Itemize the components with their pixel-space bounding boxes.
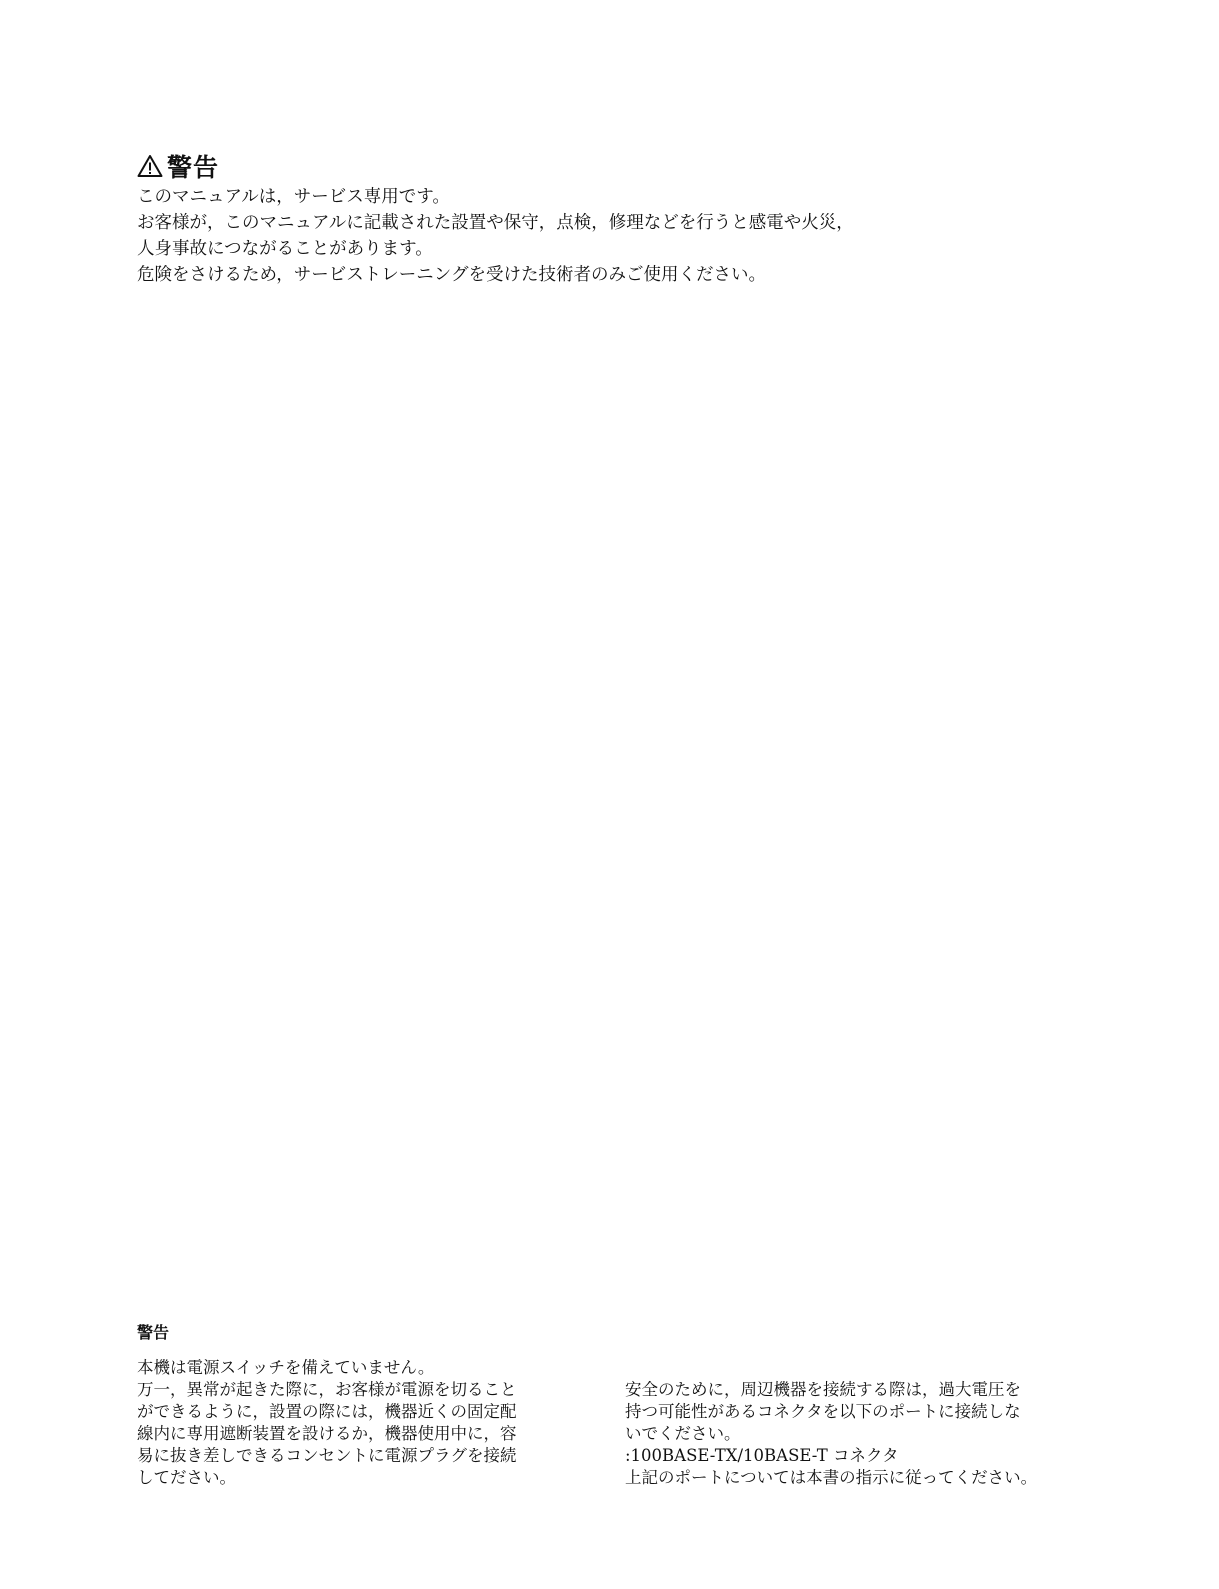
service-warning-title: 警告	[167, 153, 220, 182]
power-warning-left-column	[137, 1357, 517, 1489]
power-warning-line: 本機は電源スイッチを備えていません。	[137, 1358, 435, 1377]
service-warning-line: 危険をさけるため，サービストレーニングを受けた技術者のみご使用ください。	[137, 265, 766, 285]
power-warning-line: してださい。	[137, 1468, 236, 1487]
connector-warning-line: 安全のために，周辺機器を接続する際は，過大電圧を	[625, 1380, 1021, 1399]
service-warning-block	[137, 150, 1117, 288]
power-warning-line: ができるように，設置の際には，機器近くの固定配	[137, 1402, 517, 1421]
power-warning-line: 線内に専用遮断装置を設けるか，機器使用中に，容	[137, 1424, 517, 1443]
connector-warning-right-column	[625, 1379, 1037, 1489]
service-warning-line: このマニュアルは，サービス専用です。	[137, 187, 450, 207]
power-warning-line: 易に抜き差しできるコンセントに電源プラグを接続	[137, 1446, 517, 1465]
warning-triangle-icon	[137, 154, 163, 178]
connector-warning-line: いでください。	[625, 1424, 741, 1443]
service-warning-line: 人身事故につながることがあります。	[137, 239, 433, 259]
power-warning-title: 警告	[137, 1323, 170, 1342]
connector-warning-line: 持つ可能性があるコネクタを以下のポートに接続しな	[625, 1402, 1021, 1421]
service-warning-heading	[137, 150, 1117, 182]
service-warning-line: お客様が，このマニュアルに記載された設置や保守，点検，修理などを行うと感電や火災，	[137, 213, 854, 233]
connector-warning-line: 上記のポートについては本書の指示に従ってください。	[625, 1468, 1038, 1487]
connector-warning-line: :100BASE-TX/10BASE-T コネクタ	[625, 1446, 899, 1465]
power-warning-line: 万一，異常が起きた際に，お客様が電源を切ること	[137, 1380, 517, 1399]
